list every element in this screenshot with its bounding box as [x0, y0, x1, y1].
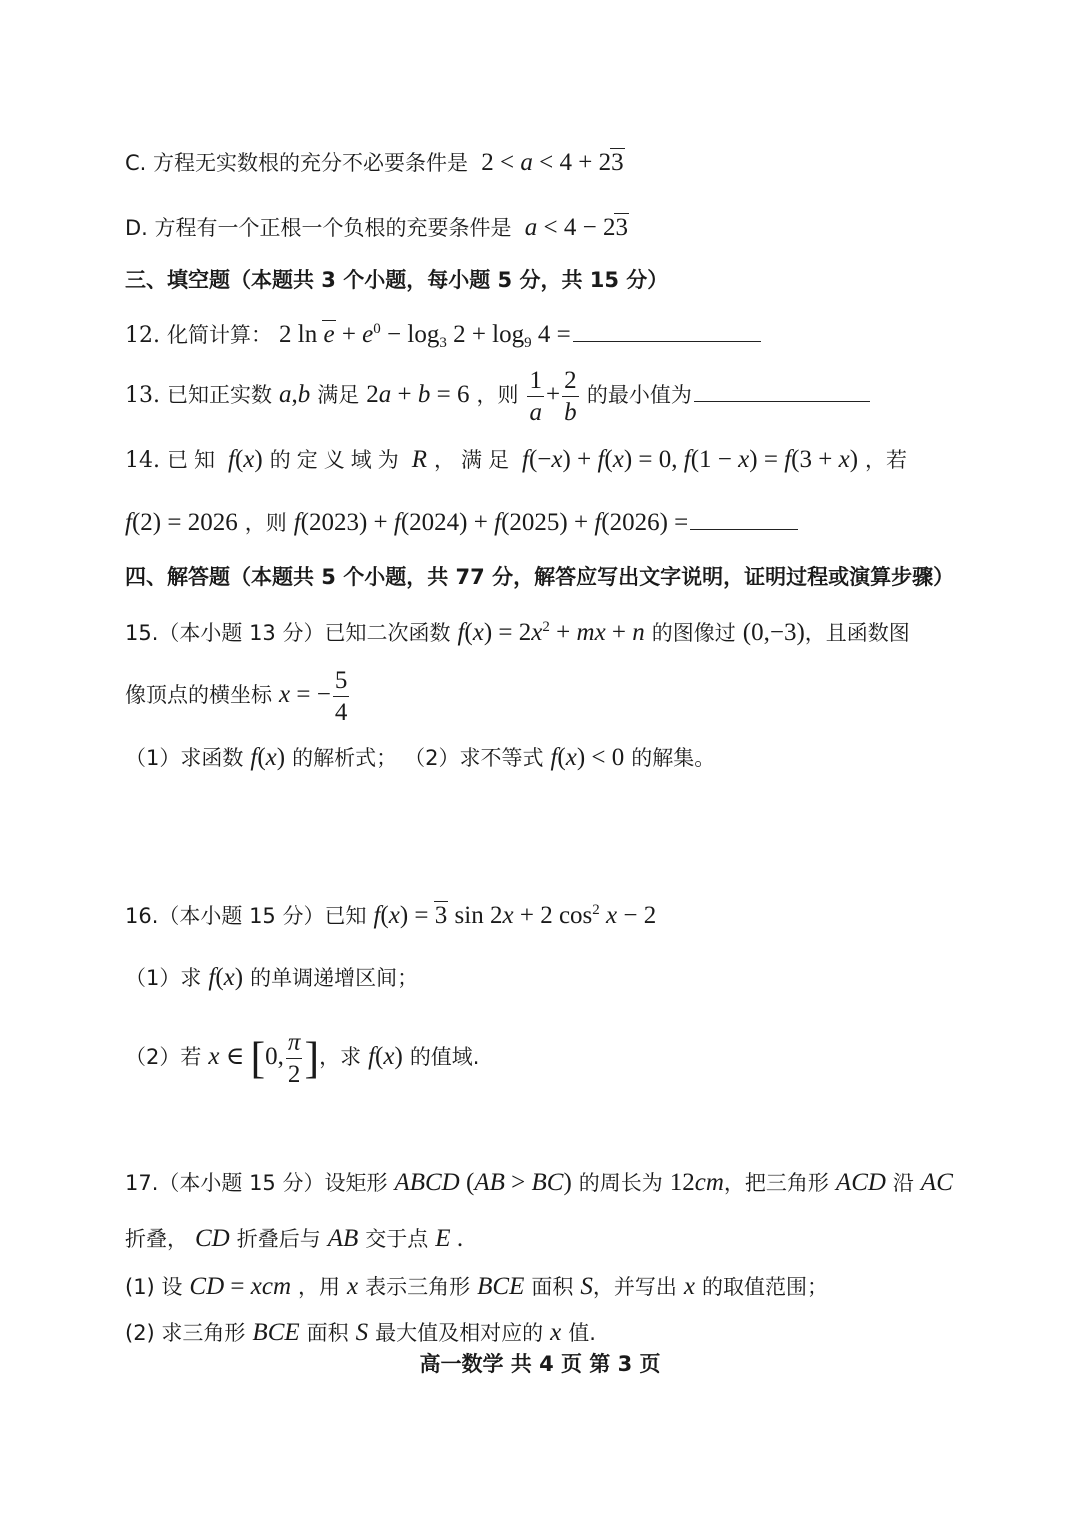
q14-text-3: ，满足	[434, 448, 515, 472]
q17-head: 17.（本小题 15 分）设矩形	[125, 1171, 388, 1195]
q17-rect: ABCD (AB > BC)	[394, 1169, 572, 1196]
question-14-line-2	[125, 510, 798, 535]
option-c	[125, 150, 625, 175]
q12-text: 化简计算：	[167, 323, 272, 347]
q17-part-2b: 面积	[306, 1321, 349, 1345]
q17-part-1e: ，并写出	[592, 1275, 677, 1299]
q17-part-2d: 值.	[568, 1321, 596, 1345]
q17-line-2b: 折叠后与	[236, 1227, 321, 1251]
q15-line-2-text: 像顶点的横坐标	[125, 683, 272, 708]
question-15-parts: （1）求函数 f(x) 的解析式； （2）求不等式 f(x) < 0 的解集。	[125, 744, 716, 771]
q17-part-1d: 面积	[531, 1275, 574, 1299]
q15-part-1: （1）求函数	[125, 746, 244, 770]
q13-text-4: 的最小值为	[586, 383, 692, 408]
q16-part-2-text: （2）若	[125, 1045, 202, 1070]
q16-part-1-text: （1）求	[125, 966, 202, 990]
q14-conditions: f(−x) + f(x) = 0, f(1 − x) = f(3 + x)	[522, 446, 859, 473]
question-16-part-2: （2）若 x ∈ [0, $\frac{\pi}{2}$ ]，求 f(x) 的值域.	[125, 1029, 480, 1088]
q13-text-1: 已知正实数	[167, 383, 272, 408]
q17-part-2-text: (2) 求三角形	[125, 1321, 246, 1345]
q17-part-1b: ，用	[298, 1275, 341, 1299]
q15-part-2b: 的解集。	[631, 746, 716, 770]
q17-part-1c: 表示三角形	[365, 1275, 471, 1299]
section-4-title: 四、解答题（本题共 5 个小题，共 77 分，解答应写出文字说明，证明过程或演算步骤）	[125, 565, 955, 589]
section-3-title: 三、填空题（本题共 3 个小题，每小题 5 分，共 15 分）	[125, 268, 669, 292]
option-d	[125, 215, 629, 240]
question-14-line-1	[125, 447, 907, 472]
question-17-line-2: 折叠， CD 折叠后与 AB 交于点 E .	[125, 1225, 464, 1252]
q17-line-2c: 交于点	[365, 1227, 429, 1251]
question-15-line-1	[125, 620, 910, 645]
option-d-math: a < 4 − 23	[524, 214, 628, 241]
q14-text-4: ，若	[865, 448, 908, 472]
q17-text-1: 的周长为	[578, 1171, 663, 1195]
q12-number: 12.	[125, 323, 160, 348]
q14-number: 14.	[125, 448, 160, 473]
q16-part-2c-text: 的值域.	[409, 1045, 480, 1070]
question-16-line-1	[125, 903, 656, 928]
q14-text-5: ，则	[244, 511, 287, 535]
q14-given: f(2) = 2026	[125, 509, 238, 536]
q15-text-2: ，且函数图	[804, 621, 910, 645]
q17-line-2a: 折叠，	[125, 1227, 188, 1251]
q14-answer-blank[interactable]	[690, 527, 798, 530]
q17-part-2c: 最大值及相对应的	[375, 1321, 544, 1345]
q15-part-1b: 的解析式；	[292, 746, 398, 770]
question-17-part-1: (1) 设 CD = xcm ，用 x 表示三角形 BCE 面积 S，并写出 x 的取值范围；	[125, 1273, 828, 1300]
q14-fx: f(x)	[228, 446, 263, 473]
question-13: 13. 已知正实数 a,b 满足 2a + b = 6 ，则 $\frac{1}{a}$ + $\frac{2}{b}$ 的最小值为	[125, 368, 870, 425]
q13-condition: 2a + b = 6	[366, 381, 470, 409]
q16-part-2b-text: ，求	[319, 1045, 362, 1070]
q17-text-2: ，把三角形	[723, 1171, 829, 1195]
q14-text-2: 的定义域为	[269, 448, 405, 472]
question-17-part-2: (2) 求三角形 BCE 面积 S 最大值及相对应的 x 值.	[125, 1319, 596, 1346]
question-15-line-2	[125, 668, 351, 725]
question-17-line-1: 17.（本小题 15 分）设矩形 ABCD (AB > BC) 的周长为 12cm，把三角形 ACD 沿 AC	[125, 1169, 953, 1196]
q15-point: (0,−3)	[742, 619, 805, 646]
q15-text-1: 的图像过	[651, 621, 736, 645]
q13-text-2: 满足	[317, 383, 360, 408]
q17-part-1f: 的取值范围；	[701, 1275, 828, 1299]
q15-inequality: f(x) < 0	[550, 744, 625, 771]
page-footer: 高一数学 共 4 页 第 3 页	[419, 1352, 661, 1376]
q15-part-2: （2）求不等式	[404, 746, 544, 770]
q13-vars: a	[279, 381, 292, 409]
option-c-text: C. 方程无实数根的充分不必要条件是	[125, 151, 469, 175]
q15-vertex: x = − $\frac{5}{4}$	[279, 667, 348, 726]
q14-expression: f(2023) + f(2024) + f(2025) + f(2026) =	[293, 509, 689, 536]
q13-number: 13.	[125, 383, 160, 409]
q13-expression: $\frac{1}{a}$ + $\frac{2}{b}$	[529, 367, 577, 426]
q13-text-3: ，则	[476, 383, 519, 408]
option-c-math: 2 < a < 4 + 23	[475, 149, 624, 176]
q16-interval: x ∈ [0, $\frac{\pi}{2}$ ]	[208, 1029, 320, 1088]
q15-head: 15.（本小题 13 分）已知二次函数	[125, 621, 451, 645]
q17-part-1-text: (1) 设	[125, 1275, 183, 1299]
q13-answer-blank[interactable]	[694, 399, 870, 402]
question-12	[125, 322, 761, 351]
q14-text-1: 已知	[167, 448, 221, 472]
q14-domain: R	[411, 446, 427, 473]
option-d-text: D. 方程有一个正根一个负根的充要条件是	[125, 216, 512, 240]
q17-perimeter: 12cm	[669, 1169, 724, 1196]
q16-head: 16.（本小题 15 分）已知	[125, 904, 367, 928]
q12-answer-blank[interactable]	[573, 339, 761, 342]
question-16-part-1: （1）求 f(x) 的单调递增区间；	[125, 964, 419, 991]
q12-math: 2 $\ln e + e^0 - \log_3 2 + \log_9 4$ =	[279, 321, 571, 351]
q17-text-3: 沿	[892, 1171, 914, 1195]
q15-function: $f(x) = 2x^2$ + mx + n	[457, 619, 645, 646]
q16-part-1b-text: 的单调递增区间；	[250, 966, 419, 990]
q16-function: f(x) = 3 sin 2x + 2 $\cos^2 x - 2$	[373, 902, 657, 929]
